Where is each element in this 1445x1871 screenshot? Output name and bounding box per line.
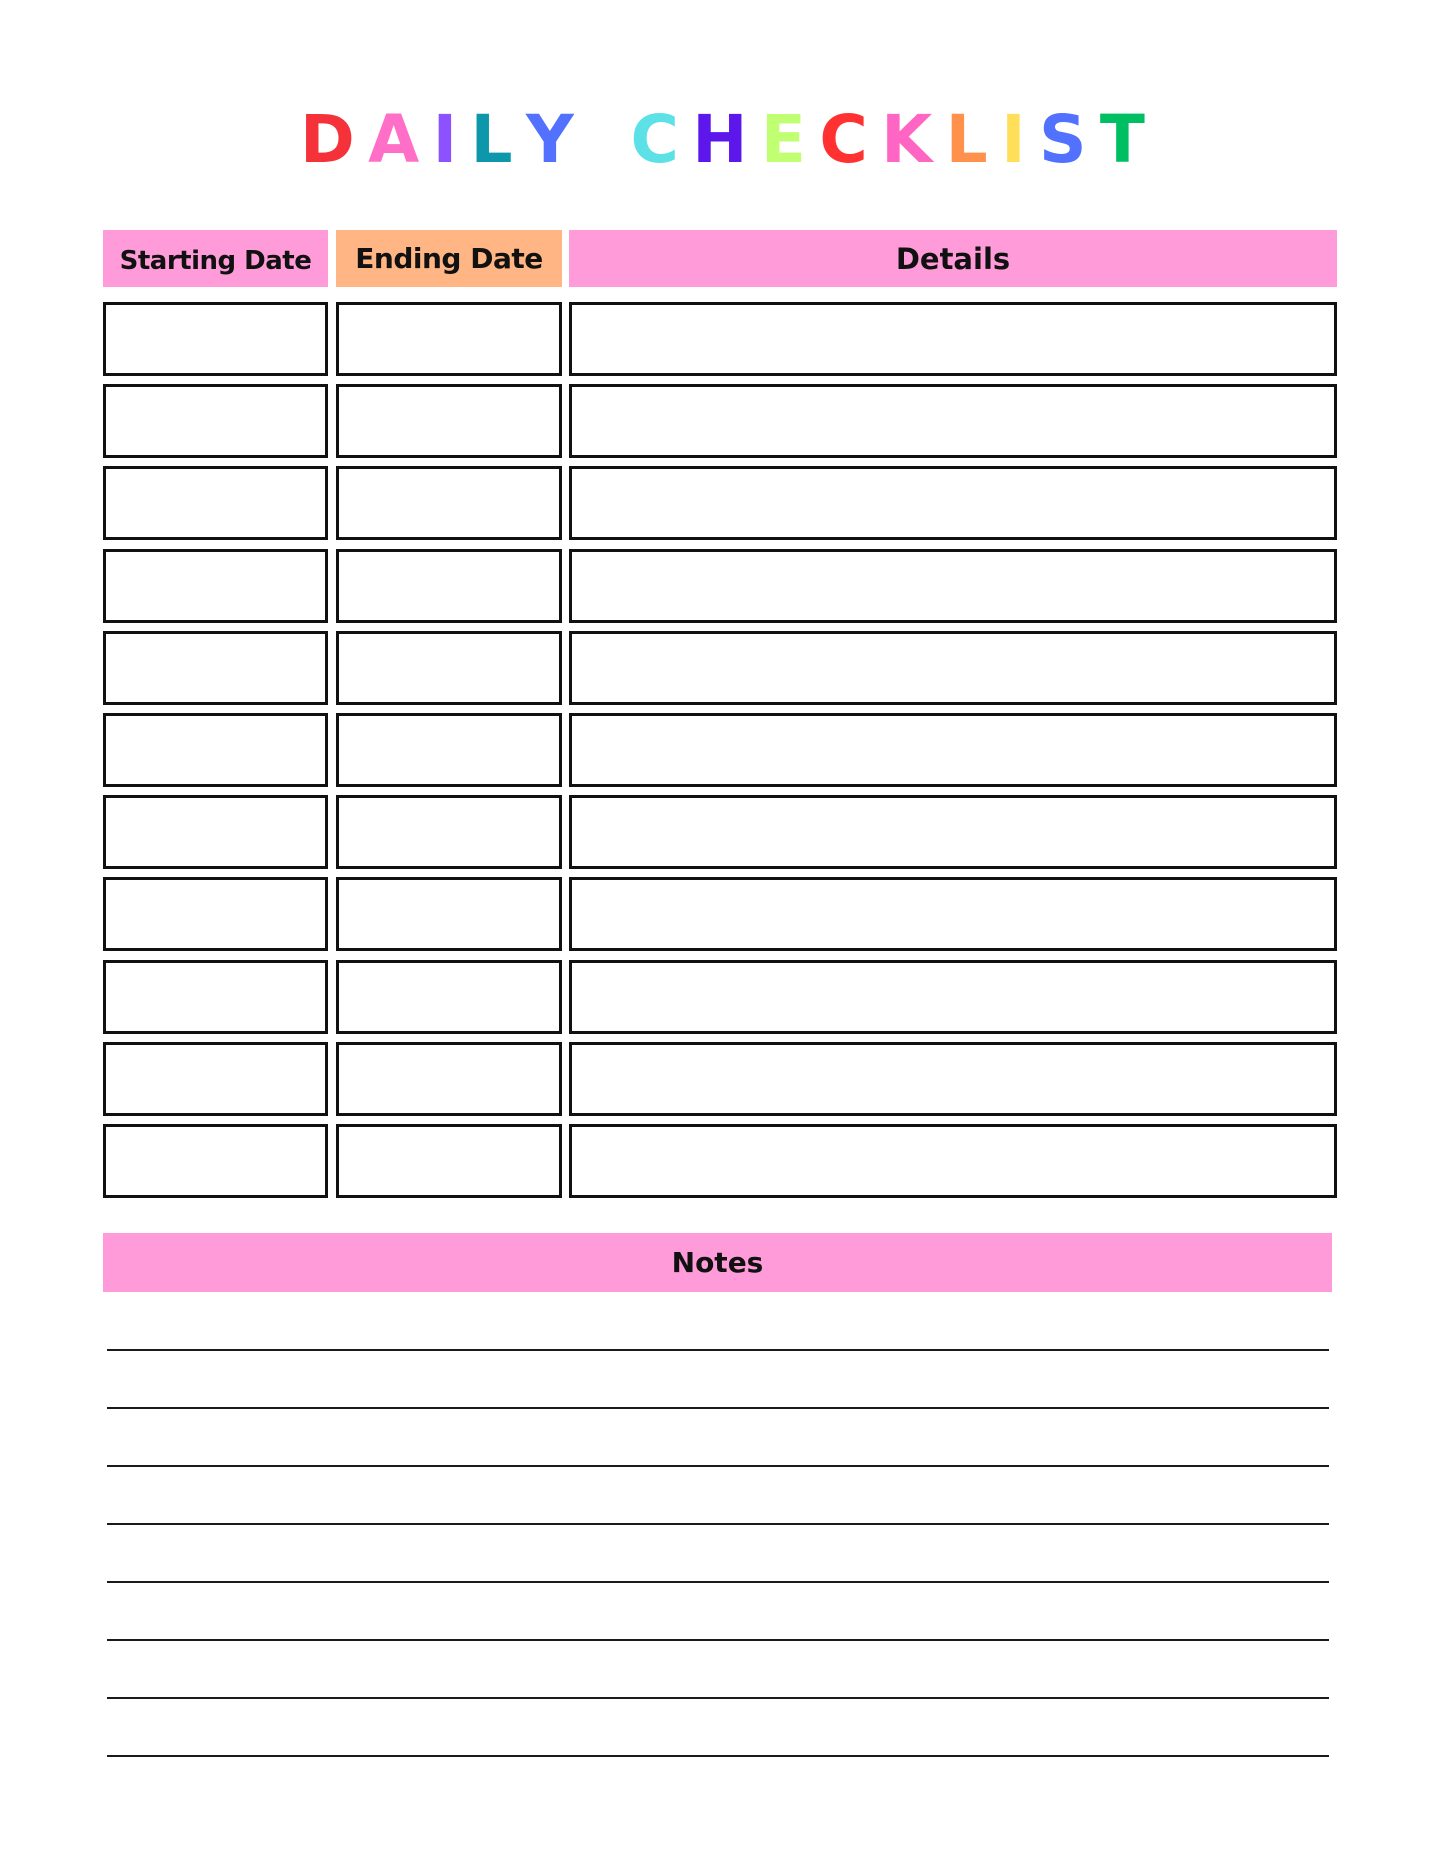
title-letter: D [300,101,355,178]
details-cell[interactable] [569,466,1337,540]
title-letter: T [1099,101,1145,178]
title-letter: K [881,101,933,178]
title-letter: I [1001,101,1026,178]
table-row [0,713,1445,787]
table-row [0,466,1445,540]
ending-date-cell[interactable] [336,631,562,705]
note-line[interactable] [107,1523,1329,1525]
page-title [300,101,1145,178]
table-row [0,549,1445,623]
details-cell[interactable] [569,795,1337,869]
header-details: Details [569,230,1337,287]
details-cell[interactable] [569,631,1337,705]
note-line[interactable] [107,1639,1329,1641]
starting-date-cell[interactable] [103,631,328,705]
starting-date-cell[interactable] [103,713,328,787]
title-letter: S [1038,101,1087,178]
table-row [0,384,1445,458]
ending-date-cell[interactable] [336,466,562,540]
ending-date-cell[interactable] [336,877,562,951]
table-row [0,795,1445,869]
starting-date-cell[interactable] [103,960,328,1034]
starting-date-cell[interactable] [103,549,328,623]
ending-date-cell[interactable] [336,549,562,623]
title-letter: L [945,101,988,178]
table-row [0,1042,1445,1116]
title-letter: E [760,101,806,178]
ending-date-cell[interactable] [336,795,562,869]
ending-date-cell[interactable] [336,960,562,1034]
ending-date-cell[interactable] [336,1042,562,1116]
note-line[interactable] [107,1581,1329,1583]
note-line[interactable] [107,1349,1329,1351]
title-letter: I [432,101,458,178]
ending-date-cell[interactable] [336,1124,562,1198]
notes-label: Notes [671,1246,764,1279]
starting-date-cell[interactable] [103,302,328,376]
details-cell[interactable] [569,713,1337,787]
title-letter: C [819,101,868,178]
ending-date-cell[interactable] [336,713,562,787]
starting-date-cell[interactable] [103,466,328,540]
table-row [0,877,1445,951]
note-line[interactable] [107,1755,1329,1757]
details-cell[interactable] [569,549,1337,623]
title-letter: H [692,101,748,178]
note-line[interactable] [107,1407,1329,1409]
title-letter: A [368,101,420,178]
details-cell[interactable] [569,960,1337,1034]
starting-date-cell[interactable] [103,1042,328,1116]
details-cell[interactable] [569,384,1337,458]
ending-date-cell[interactable] [336,384,562,458]
header-starting-date: Starting Date [103,230,328,287]
table-row [0,960,1445,1034]
details-cell[interactable] [569,1042,1337,1116]
note-line[interactable] [107,1697,1329,1699]
ending-date-cell[interactable] [336,302,562,376]
table-row [0,631,1445,705]
title-letter: C [630,101,679,178]
starting-date-cell[interactable] [103,1124,328,1198]
header-ending-date: Ending Date [336,230,562,287]
starting-date-cell[interactable] [103,877,328,951]
starting-date-cell[interactable] [103,795,328,869]
title-letter: L [470,101,513,178]
table-row [0,302,1445,376]
table-row [0,1124,1445,1198]
title-letter: Y [525,101,574,178]
notes-header [103,1233,1332,1292]
note-line[interactable] [107,1465,1329,1467]
details-cell[interactable] [569,877,1337,951]
details-cell[interactable] [569,302,1337,376]
starting-date-cell[interactable] [103,384,328,458]
details-cell[interactable] [569,1124,1337,1198]
